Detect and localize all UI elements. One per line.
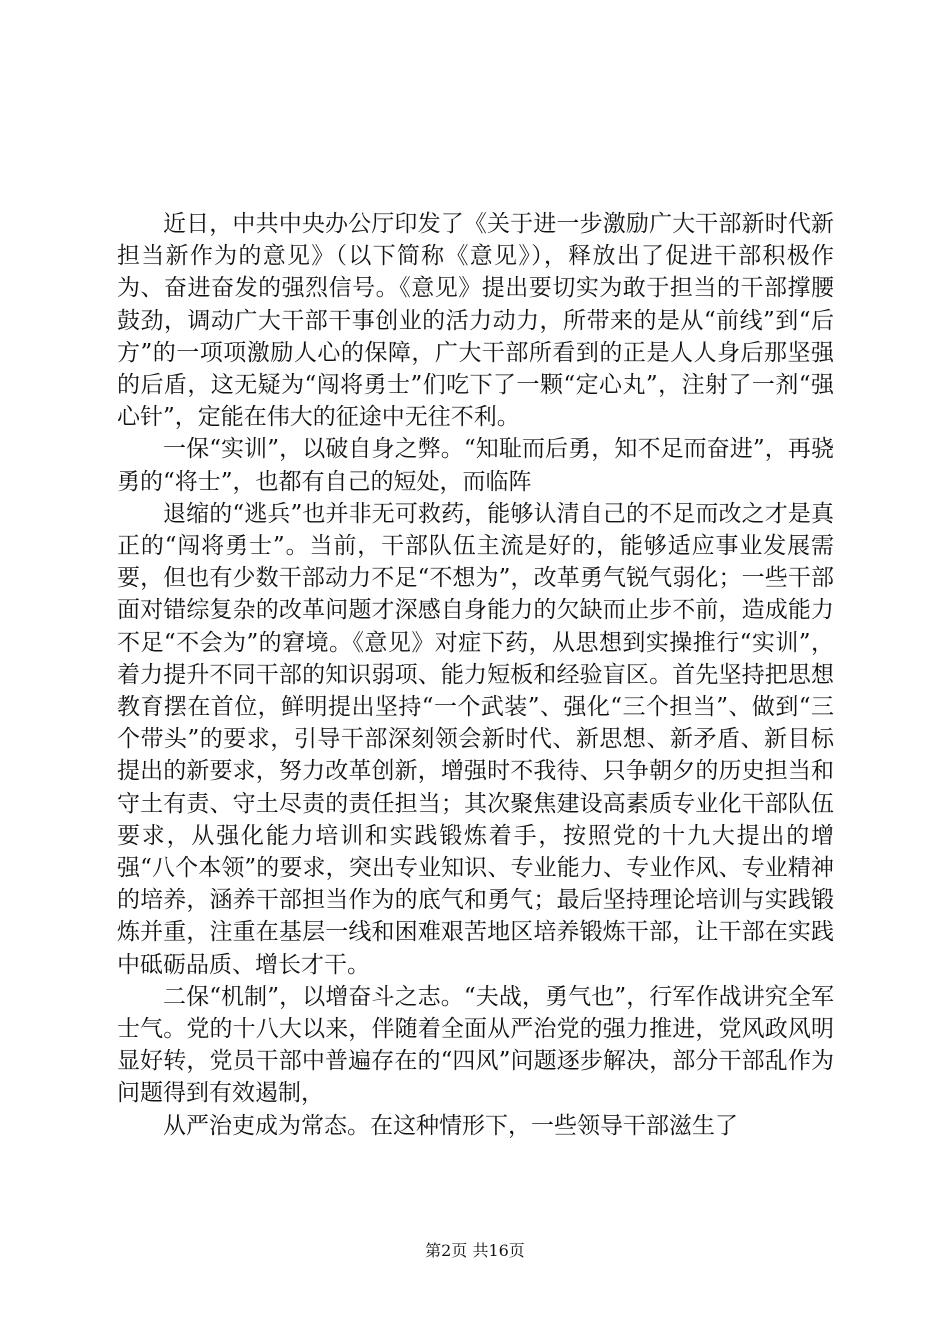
paragraph-section-one-body: 退缩的“逃兵”也并非无可救药，能够认清自己的不足而改之才是真正的“闯将勇士”。当前，干部队伍主流是好的，能够适应事业发展需要，但也有少数干部动力不足“不想为”，改革勇气锐气弱化；一些干部面对错综复杂的改革问题才深感自身能力的欠缺而止步不前，造成能力不足“不会为”的窘境。《意见》对症下药，从思想到实操推行“实训”，着力提升不同干部的知识弱项、能力短板和经验盲区。首先坚持把思想教育摆在首位，鲜明提出坚持“一个武装”、强化“三个担当”、做到“三个带头”的要求，引导干部深刻领会新时代、新思想、新矛盾、新目标提出的新要求，努力改革创新，增强时不我待、只争朝夕的历史担当和守土有责、守土尽责的责任担当；其次聚焦建设高素质专业化干部队伍要求，从强化能力培训和实践锻炼着手，按照党的十九大提出的增强“八个本领”的要求，突出专业知识、专业能力、专业作风、专业精神的培养，涵养干部担当作为的底气和勇气；最后坚持理论培训与实践锻炼并重，注重在基层一线和困难艰苦地区培养锻炼干部，让干部在实践中砥砺品质、增长才干。 bbox=[117, 500, 834, 978]
paragraph-intro: 近日，中共中央办公厅印发了《关于进一步激励广大干部新时代新担当新作为的意见》（以下简称《意见》），释放出了促进干部积极作为、奋进奋发的强烈信号。《意见》提出要切实为敢于担当的干部撑腰鼓劲，调动广大干部干事创业的活力动力，所带来的是从“前线”到“后方”的一项项激励人心的保障，广大干部所看到的正是人人身后那坚强的后盾，这无疑为“闯将勇士”们吃下了一颗“定心丸”，注射了一剂“强心针”，定能在伟大的征途中无往不利。 bbox=[117, 211, 834, 431]
document-body bbox=[117, 208, 834, 1142]
page-number-footer: 第2页 共16页 bbox=[425, 1241, 525, 1260]
paragraph-section-one-heading: 一保“实训”，以破自身之弊。“知耻而后勇，知不足而奋进”，再骁勇的“将士”，也都有自己的短处，而临阵 bbox=[117, 436, 834, 495]
paragraph-continuation: 从严治吏成为常态。在这种情形下，一些领导干部滋生了 bbox=[163, 1112, 738, 1139]
paragraph-section-two: 二保“机制”，以增奋斗之志。“夫战，勇气也”，行军作战讲究全军士气。党的十八大以来，伴随着全面从严治党的强力推进，党风政风明显好转，党员干部中普遍存在的“四风”问题逐步解决，部分干部乱作为问题得到有效遏制， bbox=[117, 983, 834, 1107]
